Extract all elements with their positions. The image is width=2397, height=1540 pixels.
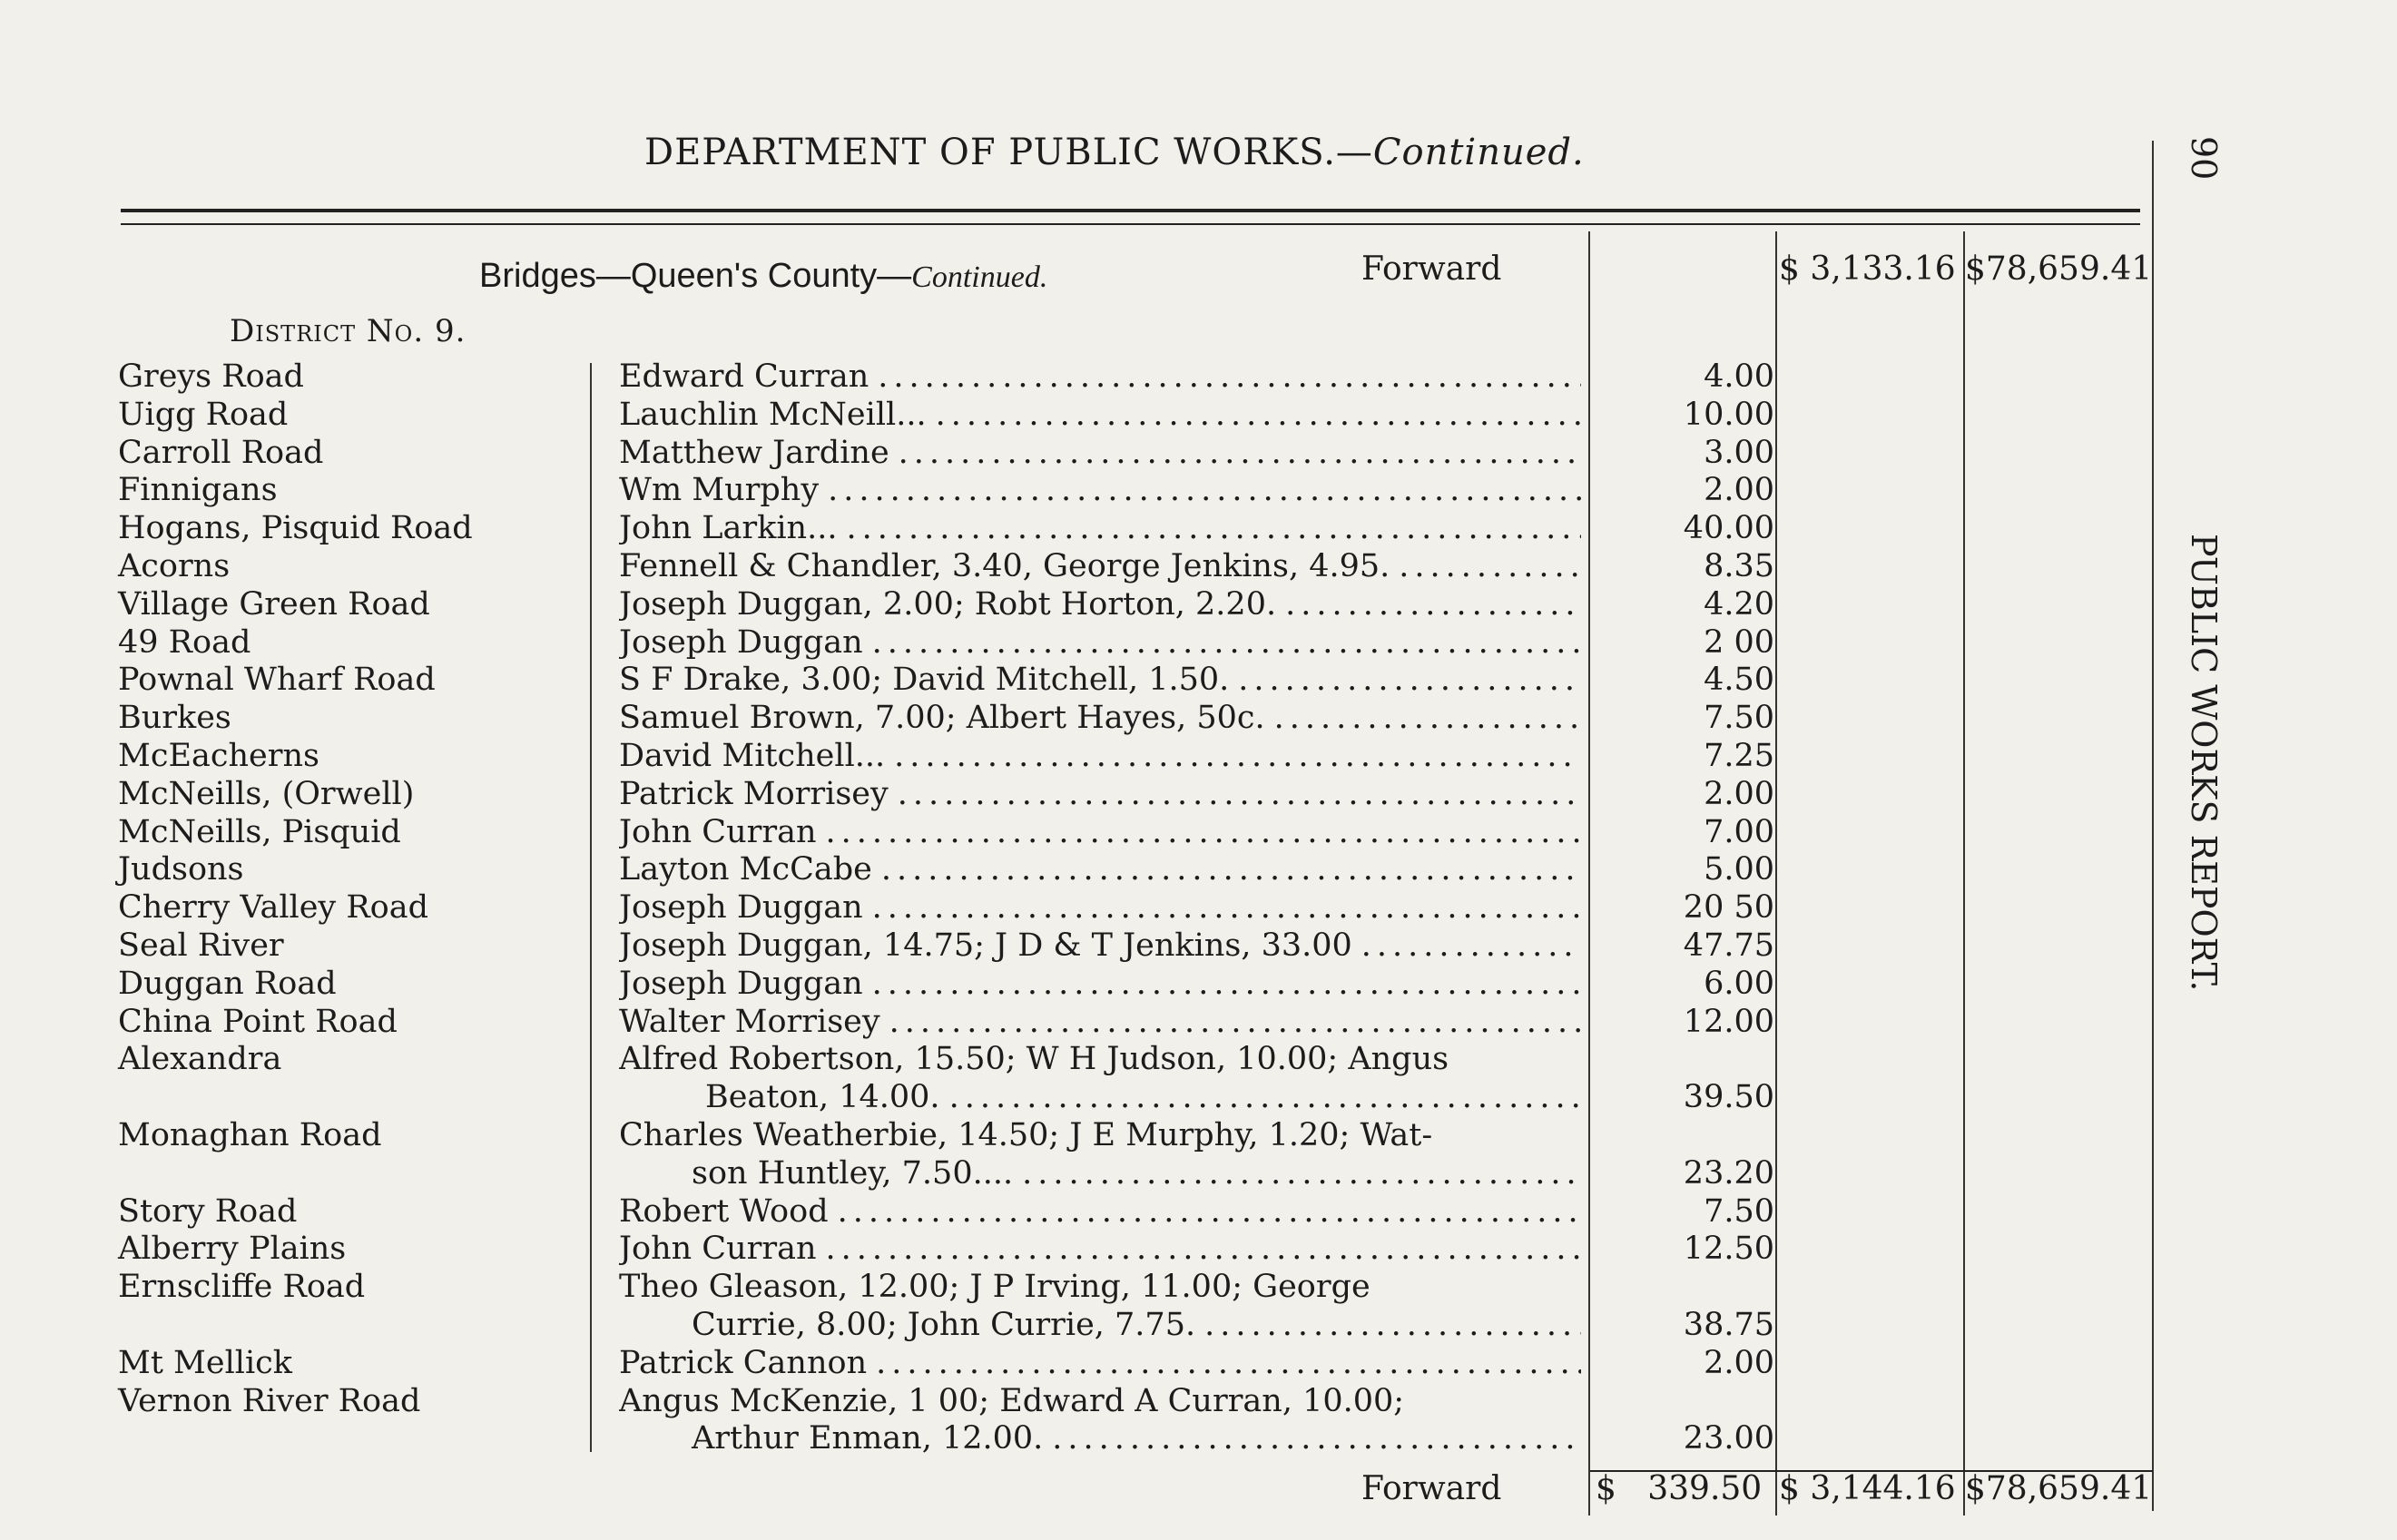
payee-text-cont: Currie, 8.00; John Currie, 7.75. [692,1306,1196,1343]
payees-column [619,358,1581,1458]
payee-text: Theo Gleason, 12.00; J P Irving, 11.00; George [619,1269,1370,1306]
amount-cell: 47.75 [1683,927,1774,964]
roads-divider [590,363,592,1452]
payee-text: Joseph Duggan [619,965,863,1002]
payee-text-cont: Beaton, 14.00. [705,1079,940,1116]
header-rule-top [121,209,2140,212]
road-name: McNeills, (Orwell) [118,775,415,812]
payee-text: John Larkin... [619,510,838,547]
header-rule-bottom [121,223,2140,225]
payee-text: Matthew Jardine [619,434,889,471]
header-continued: Continued. [1372,132,1585,173]
amount-cell: 2.00 [1704,775,1774,812]
payee-text: Wm Murphy [619,472,820,509]
amount-cell: 7.50 [1704,700,1774,737]
road-name: Seal River [118,927,284,964]
road-name: Cherry Valley Road [118,889,429,927]
payee-text: Joseph Duggan [619,889,863,927]
road-name: China Point Road [118,1003,398,1040]
amount-cell: 7.00 [1704,813,1774,850]
payee-text: John Curran [619,1231,817,1268]
road-name: Judsons [118,851,244,888]
road-name: Ernscliffe Road [118,1269,366,1306]
amount-cell: 23.20 [1683,1154,1774,1192]
amount-cell: 20 50 [1683,889,1774,927]
amount-cell: 8.35 [1704,547,1774,584]
road-name: Alberry Plains [118,1231,347,1268]
amount-cell-wrap [1597,1041,1774,1117]
payee-text: S F Drake, 3.00; David Mitchell, 1.50. [619,662,1230,699]
forward-label-top: Forward [1361,250,1502,288]
amount-cell-wrap [1597,1117,1774,1193]
forward-col1-bottom: $ 339.50 [1596,1470,1763,1507]
payee-text: Joseph Duggan, 14.75; J D & T Jenkins, 33.00 [619,927,1352,964]
amount-cell: 12.50 [1683,1231,1774,1268]
road-name: Carroll Road [118,434,324,471]
road-name: McNeills, Pisquid [118,813,401,850]
road-name: Finnigans [118,472,278,509]
amount-col-left-rule [1588,231,1590,1515]
road-name: Acorns [118,547,231,584]
forward-col3-bottom: $78,659.41 [1965,1470,2153,1507]
payee-text: Samuel Brown, 7.00; Albert Hayes, 50c. [619,700,1265,737]
payee-text: Robert Wood [619,1192,829,1230]
road-name: Village Green Road [118,585,430,623]
forward-col2-top: $ 3,133.16 [1779,250,1956,288]
payee-text: Patrick Morrisey [619,775,889,812]
road-name: Greys Road [118,358,304,395]
amount-cell: 6.00 [1704,965,1774,1002]
road-name: Vernon River Road [118,1382,421,1419]
amount-cell: 39.50 [1683,1079,1774,1116]
amount-cell: 2.00 [1704,472,1774,509]
road-name: Hogans, Pisquid Road [118,510,473,547]
amount-cell-wrap [1597,1383,1774,1459]
amounts-column [1597,358,1774,1458]
payee-text: Patrick Cannon [619,1344,868,1381]
payee-text: Lauchlin McNeill... [619,396,927,433]
amount-col-right-rule [1775,231,1777,1515]
forward-col2-bottom: $ 3,144.16 [1779,1470,1956,1507]
side-title: PUBLIC WORKS REPORT. [2184,534,2224,992]
roads-column [118,358,572,1458]
amount-cell: 4.00 [1704,358,1774,395]
road-name: Monaghan Road [118,1116,382,1153]
payee-text: Edward Curran [619,358,869,395]
road-name: Alexandra [118,1041,282,1078]
road-name: McEacherns [118,737,319,774]
amount-cell: 4.20 [1704,585,1774,623]
amount-cell: 3.00 [1704,434,1774,471]
page-header [644,132,1585,173]
total-col-rule [1963,231,1965,1515]
amount-cell: 40.00 [1683,510,1774,547]
payee-text: David Mitchell... [619,737,886,774]
road-name: Duggan Road [118,965,337,1002]
amount-cell: 38.75 [1683,1306,1774,1343]
road-name: Story Road [118,1192,298,1230]
payee-text-cont: Arthur Enman, 12.00. [692,1420,1044,1457]
amount-cell: 4.50 [1704,662,1774,699]
amount-cell: 12.00 [1683,1003,1774,1040]
payee-text: Joseph Duggan [619,623,863,661]
amount-cell: 2.00 [1704,1344,1774,1381]
amount-cell: 7.50 [1704,1192,1774,1230]
page-number: 90 [2184,136,2224,181]
payee-text: John Curran [619,813,817,850]
side-divider [2152,141,2154,1511]
amount-cell: 2 00 [1704,623,1774,661]
road-name: Mt Mellick [118,1344,292,1381]
amount-cell: 5.00 [1704,851,1774,888]
payee-text: Joseph Duggan, 2.00; Robt Horton, 2.20. [619,585,1277,623]
road-name: 49 Road [118,623,251,661]
payee-text: Angus McKenzie, 1 00; Edward A Curran, 10.00; [619,1382,1405,1419]
section-title-text: Bridges—Queen's County— [479,257,912,295]
payee-text: Fennell & Chandler, 3.40, George Jenkins, 4.95. [619,547,1390,584]
payee-text-cont: son Huntley, 7.50.... [692,1154,1014,1192]
road-name: Burkes [118,700,231,737]
payee-text: Layton McCabe [619,851,872,888]
payee-text: Charles Weatherbie, 14.50; J E Murphy, 1.20; Wat- [619,1116,1433,1153]
amount-cell: 23.00 [1683,1420,1774,1457]
amount-cell: 7.25 [1704,737,1774,774]
payee-text: Walter Morrisey [619,1003,880,1040]
forward-label-bottom: Forward [1361,1470,1502,1507]
forward-col3-top: $78,659.41 [1965,250,2153,288]
district-heading: District No. 9. [230,313,467,349]
payee-text: Alfred Robertson, 15.50; W H Judson, 10.00; Angus [619,1041,1449,1078]
header-title: DEPARTMENT OF PUBLIC WORKS.— [644,132,1373,173]
section-continued: Continued. [911,260,1048,294]
amount-cell: 10.00 [1683,396,1774,433]
road-name: Pownal Wharf Road [118,662,436,699]
section-title [479,257,1047,296]
amount-cell-wrap [1597,1269,1774,1345]
road-name: Uigg Road [118,396,289,433]
